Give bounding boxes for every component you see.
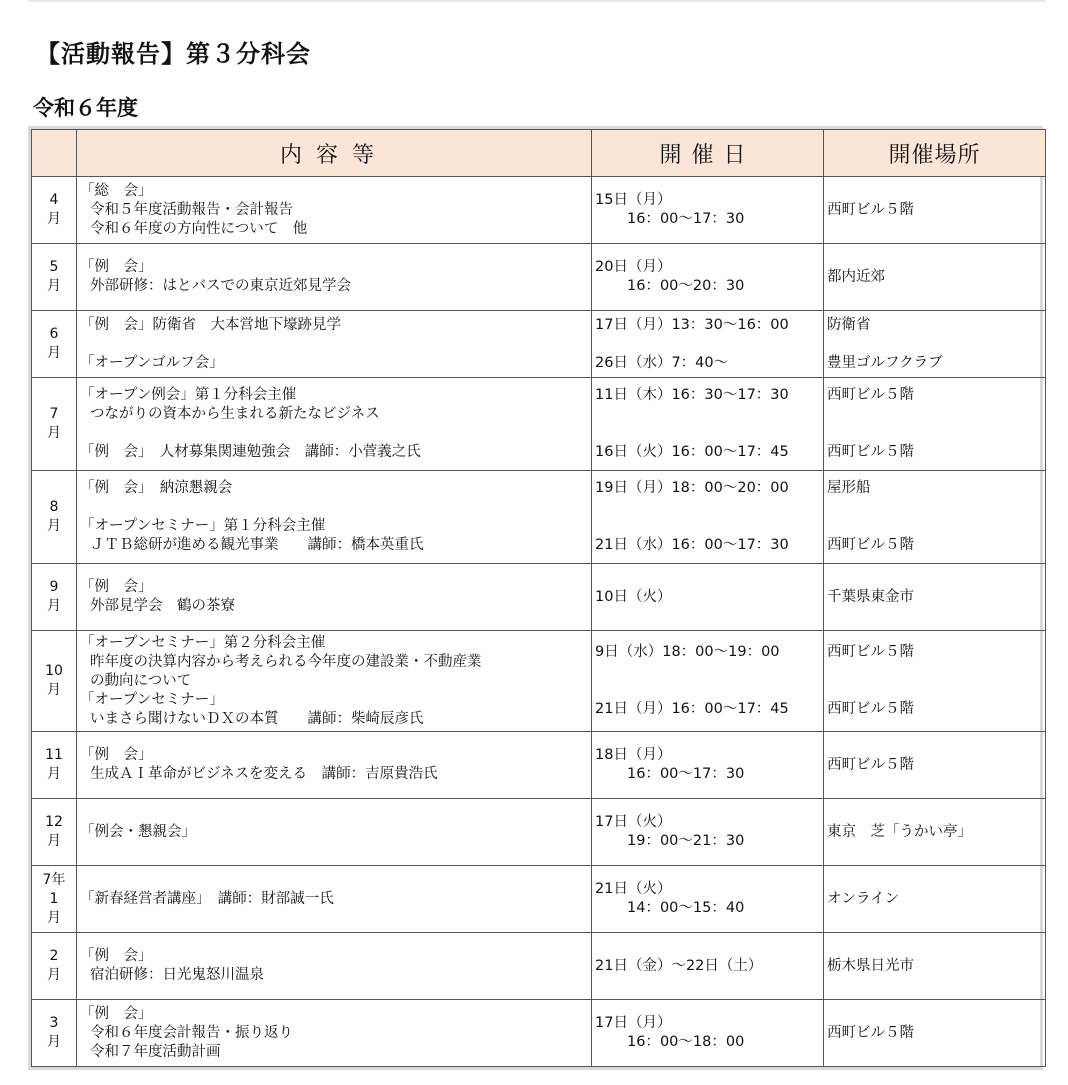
- cell-text-line: 16：00～17：30: [627, 766, 745, 782]
- month-label: 5: [49, 259, 59, 275]
- month-label: 月: [47, 766, 61, 782]
- top-divider: [28, 0, 1046, 2]
- cell-text-line: 生成ＡＩ革命がビジネスを変える 講師：吉原貴浩氏: [90, 766, 438, 782]
- cell-text-line: 東京 芝「うかい亭」: [827, 823, 972, 840]
- month-cell: [32, 631, 77, 732]
- line-gap: [827, 335, 1042, 354]
- cell-text-line: 「例 会」防衛省 大本営地下壕跡見学: [80, 316, 341, 333]
- cell-text-line: 西町ビル５階: [827, 644, 914, 660]
- activity-table: [31, 129, 1046, 1067]
- table-row: [32, 311, 1046, 378]
- line-gap: [827, 517, 1042, 536]
- cell-text-line: 令和５年度活動報告・会計報告: [90, 201, 293, 218]
- month-cell: [32, 378, 77, 471]
- month-label: 7: [49, 406, 59, 422]
- line-gap: [595, 405, 820, 424]
- cell-text-line: 外部研修：はとバスでの東京近郊見学会: [90, 278, 351, 294]
- cell-text-line: 昨年度の決算内容から考えられる今年度の建設業・不動産業: [90, 653, 482, 670]
- month-cell: [32, 471, 77, 564]
- month-cell: [32, 311, 77, 378]
- month-label: 12: [45, 814, 63, 830]
- table-row: [32, 732, 1046, 799]
- cell-text-line: 21日（月）16：00～17：45: [595, 701, 789, 717]
- table-row: [32, 244, 1046, 311]
- place-cell: [824, 244, 1046, 311]
- line-gap: [80, 335, 588, 354]
- cell-text-line: 18日（月）: [595, 747, 672, 763]
- line-gap: [827, 498, 1042, 517]
- cell-text-line: 西町ビル５階: [827, 756, 914, 773]
- cell-text-line: 17日（月）13：30～16：00: [595, 316, 789, 333]
- line-gap: [595, 662, 820, 681]
- month-cell: [32, 866, 77, 933]
- date-cell: [592, 378, 824, 471]
- cell-text-line: 17日（火）: [595, 814, 672, 830]
- header-month: [32, 130, 77, 177]
- cell-text-line: 「例 会」: [80, 1005, 153, 1022]
- cell-text-line: 令和６年度会計報告・振り返り: [90, 1024, 293, 1041]
- cell-text-line: 「例 会」: [80, 747, 153, 763]
- cell-text-line: 「オープンセミナー」: [80, 691, 224, 708]
- content-cell: [77, 1000, 592, 1067]
- date-cell: [592, 799, 824, 866]
- line-gap: [827, 662, 1042, 681]
- place-cell: [824, 866, 1046, 933]
- date-cell: [592, 1000, 824, 1067]
- table-row: [32, 1000, 1046, 1067]
- content-cell: [77, 799, 592, 866]
- month-label: 6: [49, 326, 59, 342]
- cell-text-line: 西町ビル５階: [827, 1024, 914, 1041]
- cell-text-line: 外部見学会 鶴の茶寮: [90, 598, 235, 614]
- content-cell: [77, 378, 592, 471]
- cell-text-line: 令和６年度の方向性について 他: [90, 220, 308, 237]
- cell-text-line: 「新春経営者講座」 講師：財部誠一氏: [80, 890, 334, 907]
- table-header-row: [32, 130, 1046, 177]
- cell-text-line: いまさら聞けないＤＸの本質 講師：柴崎辰彦氏: [90, 710, 424, 727]
- line-gap: [595, 517, 820, 536]
- place-cell: [824, 564, 1046, 631]
- cell-text-line: 「例 会」: [80, 579, 153, 595]
- table-row: [32, 378, 1046, 471]
- cell-text-line: 20日（月）: [595, 259, 672, 275]
- line-gap: [595, 335, 820, 354]
- month-label: 7年: [42, 871, 66, 888]
- line-gap: [595, 681, 820, 700]
- table-row: [32, 799, 1046, 866]
- date-cell: [592, 311, 824, 378]
- date-cell: [592, 471, 824, 564]
- month-label: 8: [49, 499, 59, 515]
- place-cell: [824, 1000, 1046, 1067]
- content-cell: [77, 631, 592, 732]
- content-cell: [77, 866, 592, 933]
- place-cell: [824, 177, 1046, 244]
- table-row: [32, 471, 1046, 564]
- cell-text-line: 16：00～18：00: [627, 1034, 745, 1050]
- cell-text-line: 21日（金）～22日（土）: [595, 957, 763, 974]
- month-label: 9: [49, 579, 59, 595]
- place-cell: [824, 933, 1046, 1000]
- cell-text-line: 防衛省: [827, 316, 871, 333]
- place-cell: [824, 378, 1046, 471]
- date-cell: [592, 177, 824, 244]
- cell-text-line: 西町ビル５階: [827, 387, 914, 403]
- cell-text-line: 16：00～17：30: [627, 211, 745, 227]
- cell-text-line: 栃木県日光市: [827, 957, 914, 974]
- table-body: [32, 177, 1046, 1067]
- cell-text-line: 10日（火）: [595, 588, 672, 605]
- month-label: 月: [47, 967, 61, 983]
- cell-text-line: オンライン: [827, 890, 900, 907]
- month-label: 2: [49, 948, 59, 964]
- line-gap: [595, 498, 820, 517]
- date-cell: [592, 631, 824, 732]
- date-cell: [592, 732, 824, 799]
- cell-text-line: 西町ビル５階: [827, 701, 914, 717]
- cell-text-line: 「総 会」: [80, 182, 153, 199]
- cell-text-line: 15日（月）: [595, 192, 672, 208]
- cell-text-line: 21日（火）: [595, 881, 672, 897]
- cell-text-line: 令和７年度活動計画: [90, 1043, 221, 1060]
- table-row: [32, 933, 1046, 1000]
- place-cell: [824, 732, 1046, 799]
- month-cell: [32, 564, 77, 631]
- line-gap: [80, 498, 588, 517]
- place-cell: [824, 471, 1046, 564]
- line-gap: [827, 681, 1042, 700]
- month-label: 月: [47, 425, 61, 441]
- content-cell: [77, 244, 592, 311]
- cell-text-line: 14：00～15：40: [627, 900, 745, 916]
- content-cell: [77, 564, 592, 631]
- month-label: 月: [47, 278, 61, 294]
- month-cell: [32, 1000, 77, 1067]
- content-cell: [77, 177, 592, 244]
- month-label: 月: [47, 1034, 61, 1050]
- cell-text-line: 26日（水）7：40～: [595, 354, 729, 371]
- place-cell: [824, 799, 1046, 866]
- header-place: 開催場所: [824, 130, 1046, 177]
- line-gap: [827, 405, 1042, 424]
- cell-text-line: 16日（火）16：00～17：45: [595, 444, 789, 460]
- year-heading: 令和６年度: [33, 96, 138, 120]
- line-gap: [80, 424, 588, 443]
- date-cell: [592, 933, 824, 1000]
- cell-text-line: 21日（水）16：00～17：30: [595, 537, 789, 553]
- cell-text-line: 宿泊研修：日光鬼怒川温泉: [90, 967, 264, 983]
- table-row: [32, 631, 1046, 732]
- cell-text-line: 16：00～20：30: [627, 278, 745, 294]
- table-row: [32, 564, 1046, 631]
- month-label: 月: [47, 682, 61, 698]
- cell-text-line: 「オープンゴルフ会」: [80, 354, 224, 371]
- month-label: 月: [47, 345, 61, 361]
- month-label: 月: [47, 909, 61, 926]
- cell-text-line: 「例 会」: [80, 259, 153, 275]
- month-cell: [32, 799, 77, 866]
- cell-text-line: 屋形船: [827, 480, 871, 496]
- month-label: 月: [47, 598, 61, 614]
- month-label: 月: [47, 833, 61, 849]
- cell-text-line: 9日（水）18：00～19：00: [595, 644, 780, 660]
- month-label: 10: [45, 663, 63, 679]
- cell-text-line: 19日（月）18：00～20：00: [595, 480, 789, 496]
- cell-text-line: 「例 会」: [80, 948, 153, 964]
- month-label: 1: [49, 890, 59, 907]
- month-cell: [32, 732, 77, 799]
- cell-text-line: 17日（月）: [595, 1015, 672, 1031]
- cell-text-line: 11日（木）16：30～17：30: [595, 387, 789, 403]
- month-label: 4: [49, 192, 59, 208]
- content-cell: [77, 732, 592, 799]
- page-title: 【活動報告】第３分科会: [36, 40, 311, 68]
- date-cell: [592, 244, 824, 311]
- cell-text-line: の動向について: [90, 672, 192, 689]
- cell-text-line: 「オープンセミナー」第２分科会主催: [80, 634, 326, 651]
- header-content: 内容等: [77, 130, 592, 177]
- place-cell: [824, 631, 1046, 732]
- cell-text-line: 「オープン例会」第１分科会主催: [80, 387, 297, 403]
- table-row: [32, 866, 1046, 933]
- cell-text-line: 19：00～21：30: [627, 833, 745, 849]
- content-cell: [77, 471, 592, 564]
- cell-text-line: 西町ビル５階: [827, 201, 914, 218]
- cell-text-line: 「例会・懇親会」: [80, 823, 196, 840]
- month-cell: [32, 933, 77, 1000]
- cell-text-line: 「例 会」 人材募集関連勉強会 講師：小菅義之氏: [80, 444, 421, 460]
- content-cell: [77, 311, 592, 378]
- cell-text-line: 西町ビル５階: [827, 537, 914, 553]
- cell-text-line: 都内近郊: [827, 268, 885, 285]
- cell-text-line: 豊里ゴルフクラブ: [827, 354, 943, 371]
- line-gap: [595, 424, 820, 443]
- place-cell: [824, 311, 1046, 378]
- month-label: 月: [47, 211, 61, 227]
- line-gap: [827, 424, 1042, 443]
- month-label: 3: [49, 1015, 59, 1031]
- table-row: [32, 177, 1046, 244]
- activity-table-frame: [28, 126, 1043, 1070]
- header-date: 開催日: [592, 130, 824, 177]
- cell-text-line: 「例 会」 納涼懇親会: [80, 480, 233, 496]
- month-label: 月: [47, 518, 61, 534]
- cell-text-line: 「オープンセミナー」第１分科会主催: [80, 518, 326, 534]
- month-cell: [32, 177, 77, 244]
- cell-text-line: つながりの資本から生まれる新たなビジネス: [90, 406, 380, 422]
- date-cell: [592, 564, 824, 631]
- date-cell: [592, 866, 824, 933]
- month-cell: [32, 244, 77, 311]
- cell-text-line: 千葉県東金市: [827, 588, 914, 605]
- content-cell: [77, 933, 592, 1000]
- cell-text-line: ＪＴＢ総研が進める観光事業 講師：橋本英重氏: [90, 537, 424, 553]
- cell-text-line: 西町ビル５階: [827, 444, 914, 460]
- month-label: 11: [45, 747, 63, 763]
